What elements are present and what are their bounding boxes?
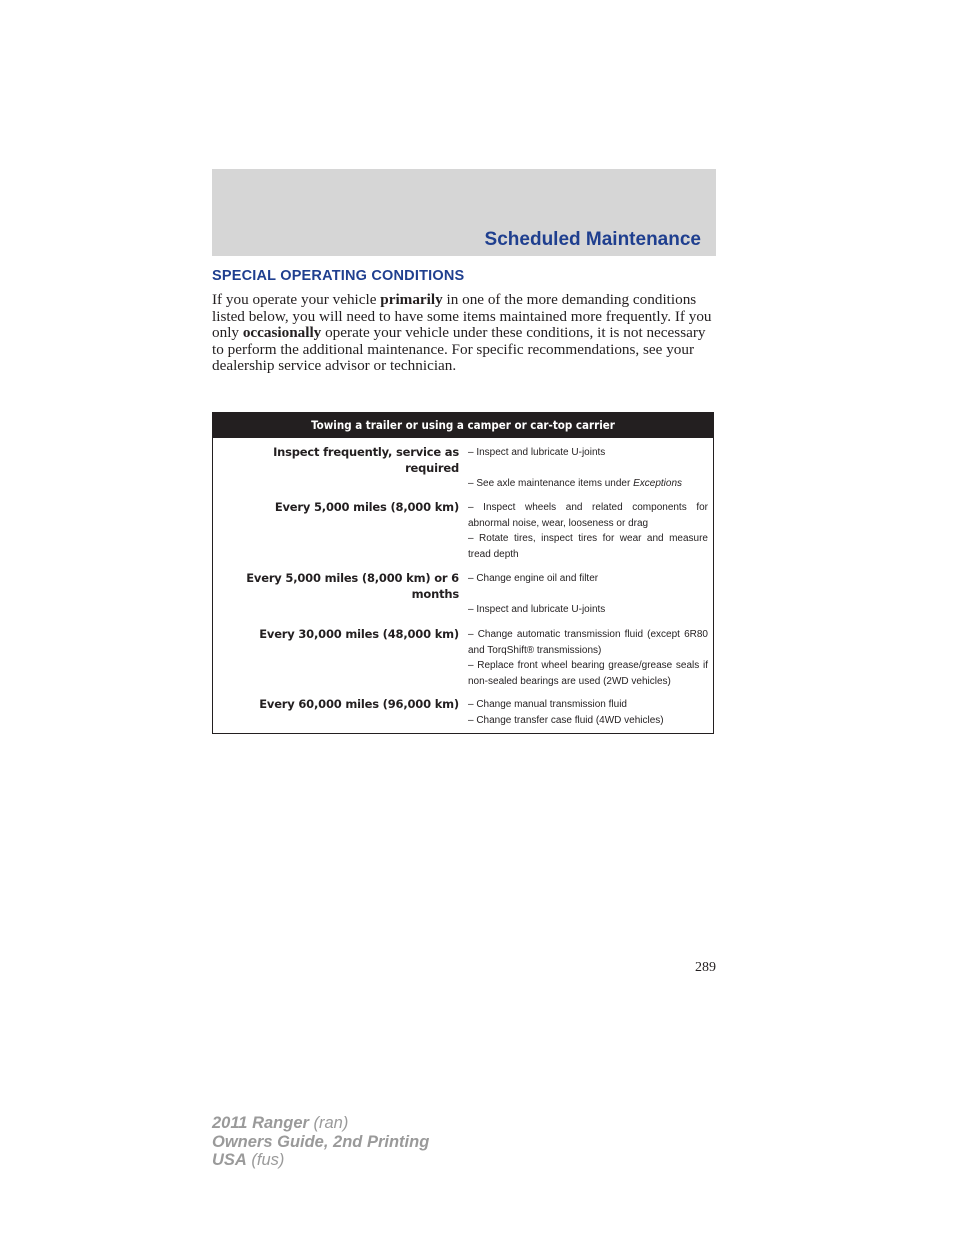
table-title: Towing a trailer or using a camper or car-top carrier bbox=[213, 413, 713, 438]
row-items bbox=[468, 697, 708, 728]
footer-line-guide bbox=[212, 1133, 429, 1152]
intro-bold-primarily: primarily bbox=[380, 291, 443, 308]
footer-region: USA bbox=[212, 1151, 247, 1170]
intro-text-3: operate your vehicle under these conditions, it is not necessary to perform the additional maintenance. For specific recommendations, see your dealership service advisor or technician. bbox=[212, 324, 706, 375]
footer bbox=[212, 1114, 429, 1170]
row-label: Every 60,000 miles (96,000 km) bbox=[259, 697, 459, 711]
row-label: Inspect frequently, service as required bbox=[273, 445, 459, 475]
row-item-italic: Exceptions bbox=[633, 478, 683, 489]
row-label: Every 5,000 miles (8,000 km) bbox=[274, 500, 459, 514]
maintenance-table bbox=[212, 412, 714, 734]
row-label: Every 30,000 miles (48,000 km) bbox=[259, 627, 459, 641]
page-number: 289 bbox=[695, 960, 716, 975]
row-items bbox=[468, 500, 708, 562]
row-items bbox=[468, 445, 708, 492]
header-band bbox=[212, 169, 716, 256]
row-item: – Change engine oil and filter bbox=[468, 573, 599, 584]
footer-guide: Owners Guide, 2nd Printing bbox=[212, 1132, 430, 1151]
row-item: – Change automatic transmission fluid (except 6R80 and TorqShift® transmissions) bbox=[468, 629, 708, 656]
row-item: – Inspect wheels and related components for abnormal noise, wear, looseness or drag bbox=[468, 502, 708, 529]
row-item: – Rotate tires, inspect tires for wear and measure tread depth bbox=[468, 533, 708, 560]
row-item bbox=[468, 476, 708, 492]
chapter-title: Scheduled Maintenance bbox=[484, 229, 701, 250]
intro-text-1: If you operate your vehicle bbox=[212, 291, 381, 308]
footer-model-code: (ran) bbox=[308, 1114, 349, 1132]
footer-line-model bbox=[212, 1114, 429, 1133]
row-label: Every 5,000 miles (8,000 km) or 6 months bbox=[246, 571, 459, 601]
footer-model: 2011 Ranger bbox=[212, 1114, 309, 1132]
row-items bbox=[468, 627, 708, 689]
row-item: – Replace front wheel bearing grease/grease seals if non-sealed bearings are used (2WD vehicles) bbox=[468, 660, 708, 687]
footer-line-region bbox=[212, 1151, 429, 1170]
row-item: – Inspect and lubricate U-joints bbox=[468, 447, 606, 458]
row-item: – Change manual transmission fluid bbox=[468, 699, 627, 710]
intro-paragraph bbox=[212, 292, 712, 375]
intro-text-2: in one of the more demanding conditions listed below, you will need to have some items maintained more frequently. If you only bbox=[212, 291, 712, 342]
footer-region-code: (fus) bbox=[246, 1151, 285, 1170]
row-items bbox=[468, 571, 708, 618]
intro-bold-occasionally: occasionally bbox=[242, 324, 322, 342]
row-item: – Inspect and lubricate U-joints bbox=[468, 604, 606, 615]
row-item: – Change transfer case fluid (4WD vehicles) bbox=[468, 714, 664, 726]
section-heading: SPECIAL OPERATING CONDITIONS bbox=[212, 268, 465, 284]
row-item-text: – See axle maintenance items under bbox=[468, 478, 634, 489]
